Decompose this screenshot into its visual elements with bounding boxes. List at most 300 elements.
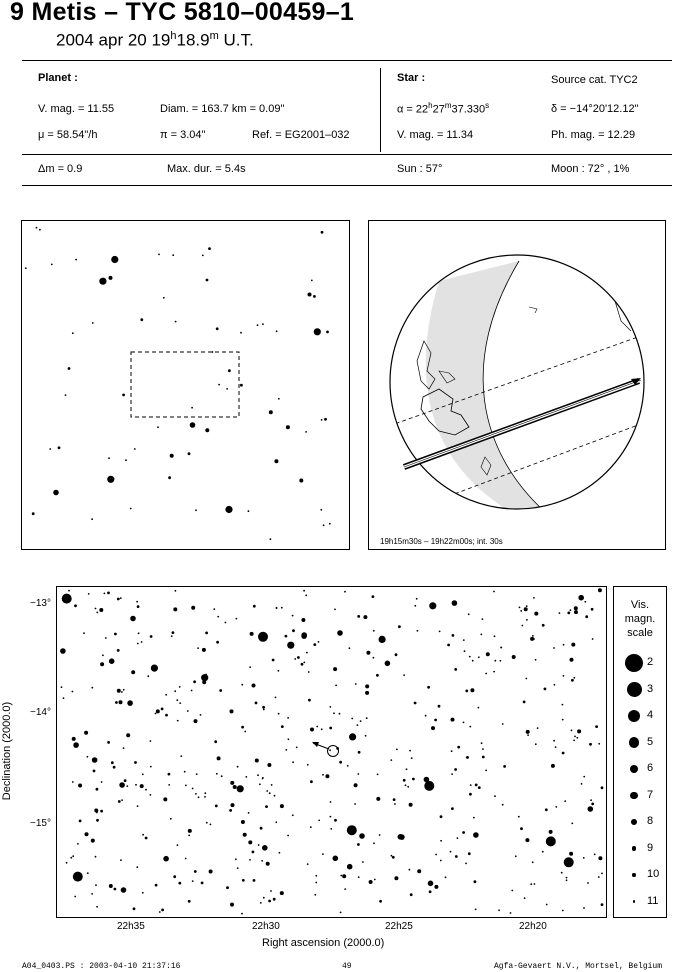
star-dot	[566, 879, 568, 881]
star-dot	[140, 318, 143, 321]
target-star-circle	[328, 746, 339, 757]
star-dot	[523, 701, 526, 704]
star-dot	[101, 781, 103, 783]
scale-dot	[627, 682, 642, 697]
star-dot	[262, 778, 264, 780]
star-dot	[79, 820, 82, 823]
star-dot	[228, 369, 231, 372]
star-dot	[425, 715, 427, 717]
star-dot	[121, 887, 127, 893]
star-dot	[601, 786, 604, 789]
star-dot	[463, 639, 465, 641]
star-dot	[318, 820, 320, 822]
star-dot	[542, 851, 544, 853]
dec-tick-1: −13°	[30, 598, 51, 609]
star-dot	[133, 907, 136, 910]
star-dot	[72, 855, 74, 857]
star-dot	[598, 856, 602, 860]
star-dot	[379, 636, 386, 643]
star-dot	[574, 606, 578, 610]
star-dot	[525, 838, 529, 842]
star-dot	[354, 783, 358, 787]
star-dot	[115, 701, 118, 704]
moon-elongation: Moon : 72° , 1%	[551, 163, 630, 175]
star-dot	[127, 700, 133, 706]
star-dot	[134, 761, 137, 764]
star-dot	[527, 734, 529, 736]
star-dot	[337, 630, 343, 636]
star-dot	[474, 880, 477, 883]
star-dot	[61, 686, 63, 688]
star-dot	[121, 799, 123, 801]
star-dot	[373, 842, 375, 844]
star-dot	[301, 663, 304, 666]
star-dot	[329, 523, 331, 525]
star-dot	[96, 612, 98, 614]
star-dot	[583, 857, 585, 859]
star-dot	[205, 632, 208, 635]
star-dot	[465, 863, 467, 865]
star-dot	[260, 902, 262, 904]
star-dot	[197, 647, 199, 649]
star-dot	[266, 862, 270, 866]
star-dot	[398, 834, 404, 840]
star-dot	[172, 254, 174, 256]
star-dot	[308, 699, 311, 702]
star-dot	[53, 490, 59, 496]
star-dot	[258, 632, 268, 642]
star-dot	[454, 768, 457, 771]
star-dot	[185, 785, 187, 787]
star-dot	[303, 662, 305, 664]
star-dot	[260, 827, 263, 830]
header-bottom-rule	[22, 185, 672, 186]
star-dot	[486, 652, 490, 656]
star-dot	[344, 888, 346, 890]
star-dot	[385, 661, 391, 667]
planet-diameter: Diam. = 163.7 km = 0.09"	[160, 103, 285, 115]
star-declination: δ = −14°20'12.12"	[551, 103, 639, 115]
star-dot	[478, 656, 480, 658]
star-dot	[255, 759, 259, 763]
star-dot	[428, 881, 434, 887]
island-outline	[529, 307, 537, 313]
star-dot	[36, 227, 38, 229]
dec-tick-3: −15°	[30, 818, 51, 829]
star-dot	[73, 872, 83, 882]
star-dot	[359, 833, 365, 839]
star-dot	[598, 743, 600, 745]
star-dot	[119, 782, 125, 788]
star-dot	[274, 459, 278, 463]
footer-file-info: A04_0403.PS : 2003-04-10 21:37:16	[22, 962, 181, 971]
star-dot	[96, 788, 99, 791]
star-dot	[396, 749, 398, 751]
star-dot	[571, 823, 573, 825]
star-dot	[163, 797, 167, 801]
star-dot	[445, 876, 447, 878]
star-dot	[429, 890, 432, 893]
star-dot	[301, 632, 307, 638]
star-dot	[105, 637, 107, 639]
scale-dot	[632, 873, 635, 876]
star-dot	[326, 331, 329, 334]
star-dot	[122, 394, 125, 397]
star-dot	[163, 297, 165, 299]
footer-publisher: Agfa-Gevaert N.V., Mortsel, Belgium	[494, 962, 663, 971]
star-dot	[532, 635, 534, 637]
star-dot	[545, 808, 548, 811]
star-dot	[273, 898, 276, 901]
star-dot	[242, 879, 245, 882]
star-dot	[275, 821, 277, 823]
scale-label: 3	[647, 682, 654, 695]
star-dot	[329, 706, 331, 708]
star-dot	[434, 885, 438, 889]
star-dot	[150, 766, 152, 768]
star-dot	[347, 864, 353, 870]
star-dot	[320, 509, 322, 511]
star-dot	[535, 659, 537, 661]
scale-dot	[632, 846, 637, 851]
star-dot	[463, 722, 465, 724]
star-dot	[598, 876, 600, 878]
star-dot	[88, 593, 90, 595]
star-phmag: Ph. mag. = 12.29	[551, 129, 636, 141]
star-dot	[100, 810, 103, 813]
star-dot	[518, 816, 520, 818]
star-dot	[334, 819, 337, 822]
star-dot	[299, 479, 303, 483]
asteroid-motion-arrow	[312, 742, 319, 747]
star-dot	[576, 737, 578, 739]
star-dot	[253, 605, 256, 608]
star-dot	[571, 679, 574, 682]
star-dot	[563, 644, 565, 646]
star-dot	[212, 351, 214, 353]
planet-parallax: π = 3.04"	[160, 129, 206, 141]
scale-dot	[625, 654, 643, 672]
star-dot	[394, 803, 396, 805]
star-dot	[209, 870, 213, 874]
star-dot	[526, 619, 528, 621]
star-dot	[205, 428, 209, 432]
star-dot	[468, 852, 471, 855]
star-dot	[526, 605, 528, 607]
star-dot	[170, 818, 172, 820]
star-dot	[117, 649, 120, 652]
star-dot	[339, 761, 342, 764]
star-dot	[573, 677, 575, 679]
star-dot	[136, 866, 138, 868]
star-dot	[310, 780, 313, 783]
star-dot	[219, 689, 222, 692]
star-dot	[95, 884, 97, 886]
star-dot	[193, 680, 196, 683]
star-dot	[241, 684, 243, 686]
star-dot	[180, 755, 182, 757]
scale-label: 7	[647, 788, 654, 801]
star-dot	[512, 655, 516, 659]
star-dot	[233, 785, 237, 789]
star-dot	[292, 761, 294, 763]
star-dot	[72, 781, 74, 783]
star-dot	[435, 854, 437, 856]
star-chart	[57, 587, 606, 917]
star-dot	[118, 800, 121, 803]
star-dot	[315, 875, 317, 877]
star-dot	[202, 255, 204, 257]
star-dot	[583, 776, 585, 778]
star-dot	[179, 702, 181, 704]
star-dot	[475, 784, 478, 787]
star-dot	[200, 714, 202, 716]
star-dot	[546, 904, 548, 906]
star-dot	[594, 854, 596, 856]
star-dot	[204, 792, 206, 794]
star-dot	[113, 478, 115, 480]
star-dot	[562, 910, 564, 912]
star-dot	[95, 856, 97, 858]
star-dot	[314, 328, 321, 335]
star-dot	[113, 766, 116, 769]
star-dot	[150, 794, 152, 796]
star-dot	[108, 457, 110, 459]
star-dot	[520, 610, 522, 612]
star-dot	[179, 686, 181, 688]
planet-heading: Planet :	[38, 72, 78, 84]
star-dot	[102, 654, 104, 656]
star-dot	[521, 625, 523, 627]
magnitude-scale-panel	[613, 586, 667, 918]
star-dot	[248, 840, 252, 844]
star-dot	[570, 609, 572, 611]
star-dot	[191, 606, 195, 610]
star-dot	[571, 730, 573, 732]
star-dot	[502, 723, 504, 725]
star-dot	[595, 725, 598, 728]
star-dot	[358, 876, 360, 878]
star-dot	[347, 825, 357, 835]
star-dot	[494, 635, 496, 637]
star-dot	[236, 618, 238, 620]
star-dot	[210, 824, 212, 826]
scale-label: 5	[647, 735, 654, 748]
star-dot	[68, 367, 71, 370]
scale-label: 6	[647, 762, 654, 774]
star-dot	[126, 785, 128, 787]
star-dot	[161, 909, 164, 912]
star-dot	[192, 880, 194, 882]
star-dot	[142, 774, 144, 776]
star-dot	[451, 807, 454, 810]
star-dot	[584, 601, 586, 603]
star-dot	[249, 666, 251, 668]
star-dot	[403, 779, 406, 782]
star-dot	[395, 653, 398, 656]
star-dot	[99, 608, 103, 612]
star-dot	[262, 323, 264, 325]
star-dot	[524, 607, 528, 611]
star-dot	[369, 880, 373, 884]
star-dot	[407, 786, 409, 788]
event-datetime: 2004 apr 20 19$^h$18.9$^m$ U.T.	[56, 30, 254, 50]
star-dot	[87, 872, 89, 874]
star-dot	[450, 851, 452, 853]
star-dot	[109, 276, 113, 280]
star-dot	[107, 741, 110, 744]
star-dot	[248, 812, 250, 814]
star-dot	[68, 590, 70, 592]
star-dot	[194, 719, 198, 723]
star-dot	[417, 869, 421, 873]
star-source-catalog: Source cat. TYC2	[551, 74, 638, 86]
star-dot	[424, 781, 434, 791]
star-dot	[409, 869, 411, 871]
star-dot	[266, 790, 268, 792]
star-dot	[482, 756, 485, 759]
star-dot	[191, 690, 193, 692]
header-top-rule	[22, 60, 672, 61]
star-dot	[451, 773, 453, 775]
star-dot	[440, 840, 442, 842]
star-dot	[475, 909, 477, 911]
star-dot	[464, 650, 466, 652]
star-dot	[83, 632, 85, 634]
star-dot	[462, 831, 465, 834]
star-dot	[452, 600, 458, 606]
star-dot	[454, 668, 457, 671]
star-dot	[546, 836, 556, 846]
star-dot	[438, 705, 441, 708]
star-dot	[136, 601, 138, 603]
star-dot	[372, 595, 375, 598]
star-dot	[70, 857, 72, 859]
star-dot	[351, 718, 353, 720]
finder-stars	[25, 227, 331, 540]
star-dot	[218, 384, 220, 386]
star-dot	[510, 912, 512, 914]
star-dot	[137, 605, 140, 608]
star-dot	[269, 792, 271, 794]
star-dot	[535, 743, 537, 745]
star-dot	[126, 733, 130, 737]
star-dot	[96, 812, 98, 814]
star-dot	[469, 656, 471, 658]
max-duration: Max. dur. = 5.4s	[167, 163, 246, 175]
star-dot	[564, 857, 574, 867]
star-dot	[390, 759, 392, 761]
star-dot	[366, 651, 370, 655]
star-dot	[257, 324, 259, 326]
star-dot	[150, 740, 152, 742]
footer-page-number: 49	[342, 962, 352, 971]
star-dot	[177, 720, 179, 722]
star-dot	[272, 659, 275, 662]
star-dot	[334, 609, 336, 611]
star-dot	[313, 295, 316, 298]
star-dot	[533, 638, 535, 640]
star-dot	[374, 879, 376, 881]
star-dot	[123, 747, 125, 749]
star-dot	[244, 731, 246, 733]
star-dot	[155, 713, 157, 715]
star-dot	[410, 893, 413, 896]
star-dot	[310, 826, 312, 828]
star-dot	[333, 856, 339, 862]
planet-motion: μ = 58.54"/h	[38, 129, 98, 141]
star-dot	[398, 625, 401, 628]
star-dot	[322, 774, 324, 776]
star-dot	[587, 882, 589, 884]
scale-label: 8	[647, 815, 654, 827]
star-heading: Star :	[397, 72, 426, 84]
star-dot	[391, 855, 393, 857]
star-dot	[303, 590, 305, 592]
star-dot	[592, 638, 594, 640]
star-dot	[263, 709, 265, 711]
star-dot	[91, 518, 93, 520]
scale-dot	[633, 900, 635, 902]
star-dot	[573, 740, 575, 742]
star-dot	[360, 720, 362, 722]
star-dot	[305, 431, 307, 433]
star-dot	[498, 909, 500, 911]
star-dot	[170, 454, 174, 458]
star-dot	[138, 632, 140, 634]
star-dot	[253, 879, 256, 882]
star-dot	[409, 803, 413, 807]
star-dot	[184, 771, 186, 773]
star-dot	[117, 598, 120, 601]
star-dot	[78, 784, 82, 788]
star-dot	[365, 735, 367, 737]
coastline-outline	[601, 281, 631, 331]
star-dot	[335, 685, 337, 687]
star-dot	[500, 660, 502, 662]
ra-tick-3: 22h25	[385, 921, 413, 932]
star-dot	[325, 774, 329, 778]
star-dot	[574, 610, 578, 614]
star-dot	[130, 508, 132, 510]
star-dot	[363, 615, 367, 619]
star-dot	[25, 267, 27, 269]
star-dot	[287, 717, 289, 719]
star-dot	[214, 740, 217, 743]
star-dot	[185, 858, 187, 860]
star-dot	[171, 635, 173, 637]
star-dot	[414, 605, 416, 607]
star-dot	[292, 814, 294, 816]
chart-stars	[60, 588, 603, 914]
star-dot	[155, 884, 158, 887]
star-dot	[74, 604, 77, 607]
finder-chart	[22, 221, 349, 549]
star-dot	[590, 799, 592, 801]
zoom-area-box	[131, 352, 239, 417]
star-dot	[564, 800, 566, 802]
star-dot	[163, 856, 169, 862]
star-dot	[554, 684, 556, 686]
star-dot	[406, 768, 408, 770]
star-dot	[530, 883, 532, 885]
star-dot	[245, 776, 247, 778]
star-dot	[440, 815, 443, 818]
star-dot	[323, 524, 325, 526]
star-dot	[357, 615, 360, 618]
star-dot	[365, 684, 369, 688]
star-dot	[482, 618, 484, 620]
